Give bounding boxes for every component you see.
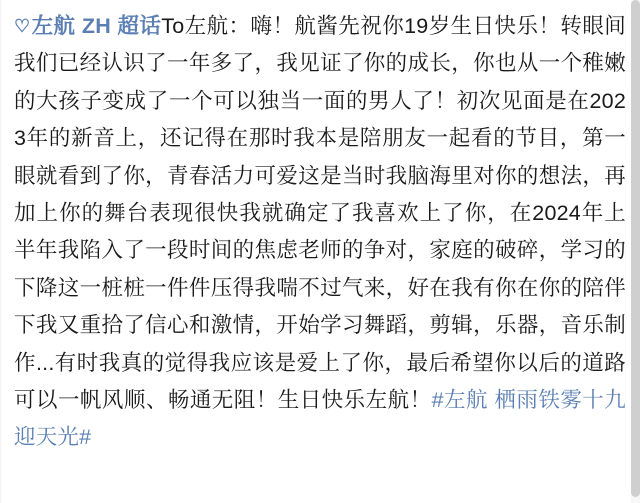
- hashtag-link[interactable]: #左航 栖雨铁雾十九迎天光#: [14, 388, 626, 450]
- heart-icon: ♡: [14, 16, 31, 36]
- super-topic-label: 左航 ZH 超话: [31, 14, 162, 38]
- super-topic-link[interactable]: [14, 14, 161, 38]
- post-message: To左航：嗨！航酱先祝你19岁生日快乐！转眼间我们已经认识了一年多了，我见证了你的成长，你也从一个稚嫩的大孩子变成了一个可以独当一面的男人了！初次见面是在2023年的新音上，还记得在那时我本是陪朋友一起看的节目，第一眼就看到了你，青春活力可爱这是当时我脑海里对你的想法，再加上你的舞台表现很快我就确定了我喜欢上了你，在2024年上半年我陷入了一段时间的焦虑老师的争对，家庭的破碎，学习的下降这一桩桩一件件压得我喘不过气来，好在我有你在你的陪伴下我又重拾了信心和激情，开始学习舞蹈，剪辑，乐器，音乐制作...有时我真的觉得我应该是爱上了你，最后希望你以后的道路可以一帆风顺、畅通无阻！生日快乐左航！: [14, 14, 626, 413]
- scrollbar-track[interactable]: [631, 0, 640, 503]
- left-edge-shadow: [0, 0, 2, 503]
- scrollbar-thumb[interactable]: [631, 0, 640, 497]
- post-body-text: [14, 8, 626, 457]
